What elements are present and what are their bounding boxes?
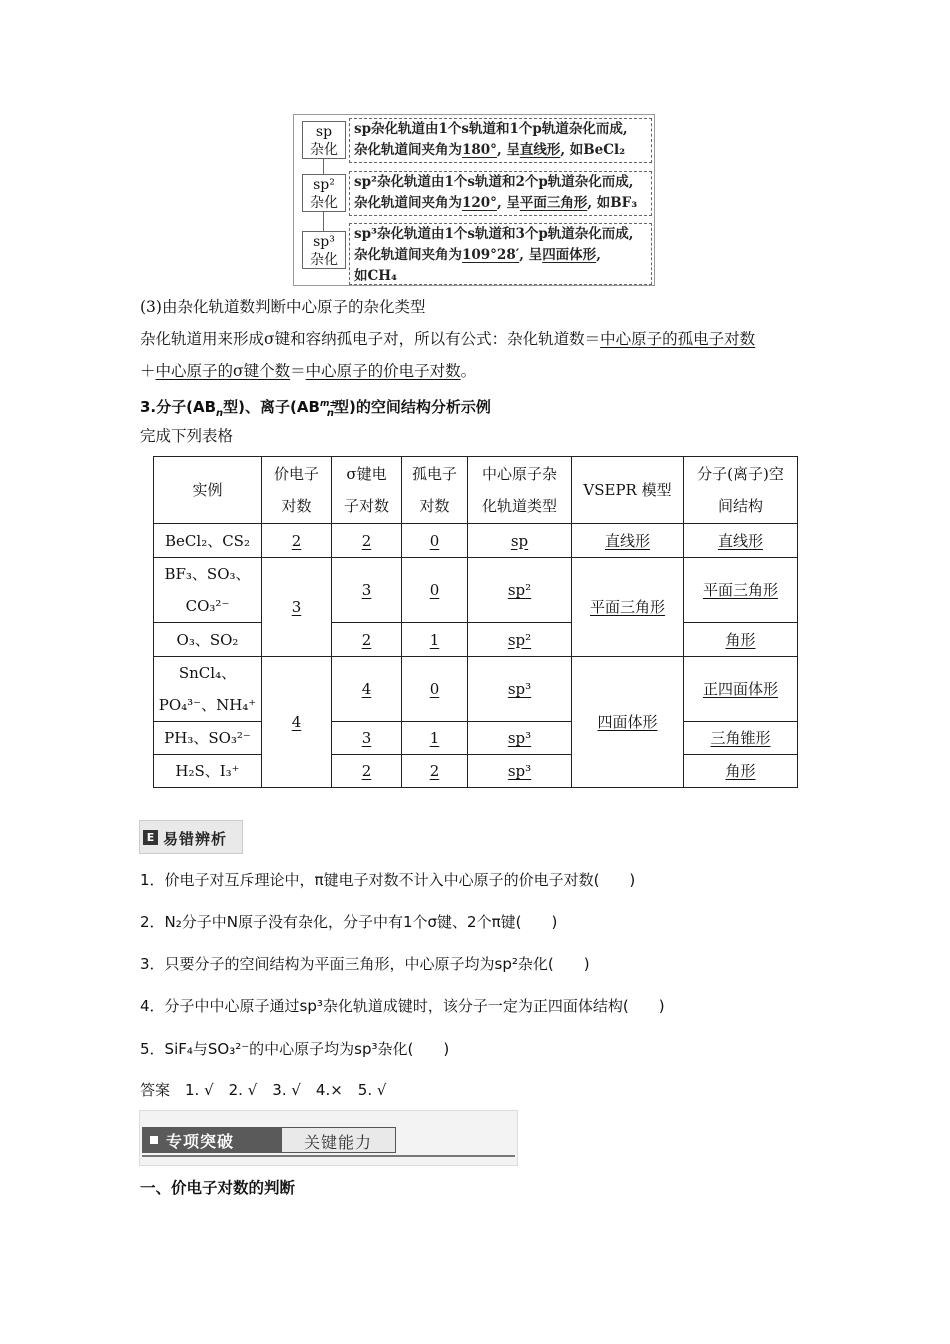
- question-4: 4．分子中中心原子通过sp³杂化轨道成键时，该分子一定为正四面体结构( ): [140, 997, 665, 1015]
- question-5: 5．SiF₄与SO₃²⁻的中心原子均为sp³杂化( ): [140, 1040, 450, 1058]
- table-intro: 完成下列表格: [140, 427, 234, 445]
- special-bar-light: [281, 1127, 396, 1153]
- heading-3: 3.分子($AB_n$型)、离子($AB^{m\pm}_n$型)的空间结构分析示例: [140, 398, 491, 419]
- table-row: [154, 558, 798, 623]
- cell-sigma: 3: [332, 558, 402, 623]
- cell-shape: 三角锥形: [684, 722, 798, 755]
- cell-vsepr: 平面三角形: [572, 558, 684, 657]
- cell-hybridization: sp²: [468, 623, 572, 657]
- sp-label: sp 杂化: [302, 121, 346, 159]
- cell-sigma: 2: [332, 755, 402, 788]
- answers: 答案 1. √ 2. √ 3. √ 4.× 5. √: [140, 1081, 387, 1099]
- header-shape: 分子(离子)空 间结构: [684, 457, 798, 524]
- cell-vsepr: 直线形: [572, 524, 684, 558]
- special-bar-dark: [142, 1127, 281, 1153]
- cell-valence: 2: [262, 524, 332, 558]
- cell-shape: 正四面体形: [684, 657, 798, 722]
- header-sigma: σ键电 子对数: [332, 457, 402, 524]
- section-3-subheading: (3)由杂化轨道数判断中心原子的杂化类型: [140, 298, 426, 316]
- cell-valence: 4: [262, 657, 332, 788]
- cell-shape: 角形: [684, 623, 798, 657]
- cell-lone: 0: [402, 558, 468, 623]
- cell-example: BeCl₂、CS₂: [154, 524, 262, 558]
- cell-vsepr: 四面体形: [572, 657, 684, 788]
- cell-lone: 0: [402, 524, 468, 558]
- question-2: 2．N₂分子中N原子没有杂化，分子中有1个σ键、2个π键( ): [140, 913, 558, 931]
- cell-sigma: 2: [332, 524, 402, 558]
- sp2-description: sp²杂化轨道由1个s轨道和2个p轨道杂化而成, 杂化轨道间夹角为120°, 呈平面三角形, 如BF₃: [349, 171, 652, 216]
- cell-example: SnCl₄、 PO₄³⁻、NH₄⁺: [154, 657, 262, 722]
- formula-line-1: 杂化轨道用来形成σ键和容纳孤电子对，所以有公式：杂化轨道数＝中心原子的孤电子对数: [140, 330, 756, 348]
- table-row: [154, 755, 798, 788]
- cell-example: O₃、SO₂: [154, 623, 262, 657]
- cell-shape: 平面三角形: [684, 558, 798, 623]
- table-header-row: [154, 457, 798, 524]
- cell-hybridization: sp³: [468, 755, 572, 788]
- cell-shape: 角形: [684, 755, 798, 788]
- cell-example: BF₃、SO₃、 CO₃²⁻: [154, 558, 262, 623]
- square-icon: [150, 1136, 158, 1144]
- cell-hybridization: sp: [468, 524, 572, 558]
- cell-shape: 直线形: [684, 524, 798, 558]
- cell-lone: 1: [402, 722, 468, 755]
- sp3-description: sp³杂化轨道由1个s轨道和3个p轨道杂化而成, 杂化轨道间夹角为109°28′, 呈四面体形, 如CH₄: [349, 223, 652, 285]
- table-row: [154, 657, 798, 722]
- error-analysis-badge: [139, 820, 243, 854]
- header-valence: 价电子 对数: [262, 457, 332, 524]
- formula-line-2: ＋中心原子的σ键个数＝中心原子的价电子对数。: [140, 362, 477, 380]
- vsepr-table: [153, 456, 798, 788]
- cell-hybridization: sp²: [468, 558, 572, 623]
- error-analysis-title: 易错辨析: [163, 830, 228, 848]
- cell-valence: 3: [262, 558, 332, 657]
- cell-hybridization: sp³: [468, 657, 572, 722]
- e-icon: E: [143, 830, 158, 845]
- cell-example: H₂S、I₃⁺: [154, 755, 262, 788]
- question-3: 3．只要分子的空间结构为平面三角形，中心原子均为sp²杂化( ): [140, 955, 590, 973]
- sp2-label: sp² 杂化: [302, 174, 346, 212]
- hybridization-diagram: [293, 114, 655, 286]
- special-bar-right-label: 关键能力: [304, 1133, 373, 1152]
- sp3-label: sp³ 杂化: [302, 231, 346, 269]
- cell-sigma: 4: [332, 657, 402, 722]
- header-hybridization: 中心原子杂 化轨道类型: [468, 457, 572, 524]
- cell-lone: 0: [402, 657, 468, 722]
- table-row: [154, 722, 798, 755]
- special-breakthrough-bar: [139, 1110, 518, 1166]
- cell-sigma: 3: [332, 722, 402, 755]
- table-row: [154, 623, 798, 657]
- header-vsepr: VSEPR 模型: [572, 457, 684, 524]
- special-bar-rule: [142, 1155, 515, 1157]
- table-row: [154, 524, 798, 558]
- section-heading: 一、价电子对数的判断: [140, 1179, 296, 1197]
- question-1: 1．价电子对互斥理论中，π键电子对数不计入中心原子的价电子对数( ): [140, 871, 636, 889]
- cell-hybridization: sp³: [468, 722, 572, 755]
- sp-description: sp杂化轨道由1个s轨道和1个p轨道杂化而成, 杂化轨道间夹角为180°, 呈直线形, 如BeCl₂: [349, 118, 652, 163]
- special-bar-left-label: 专项突破: [166, 1132, 235, 1151]
- cell-example: PH₃、SO₃²⁻: [154, 722, 262, 755]
- cell-sigma: 2: [332, 623, 402, 657]
- header-lone: 孤电子 对数: [402, 457, 468, 524]
- cell-lone: 1: [402, 623, 468, 657]
- cell-lone: 2: [402, 755, 468, 788]
- header-example: 实例: [154, 457, 262, 524]
